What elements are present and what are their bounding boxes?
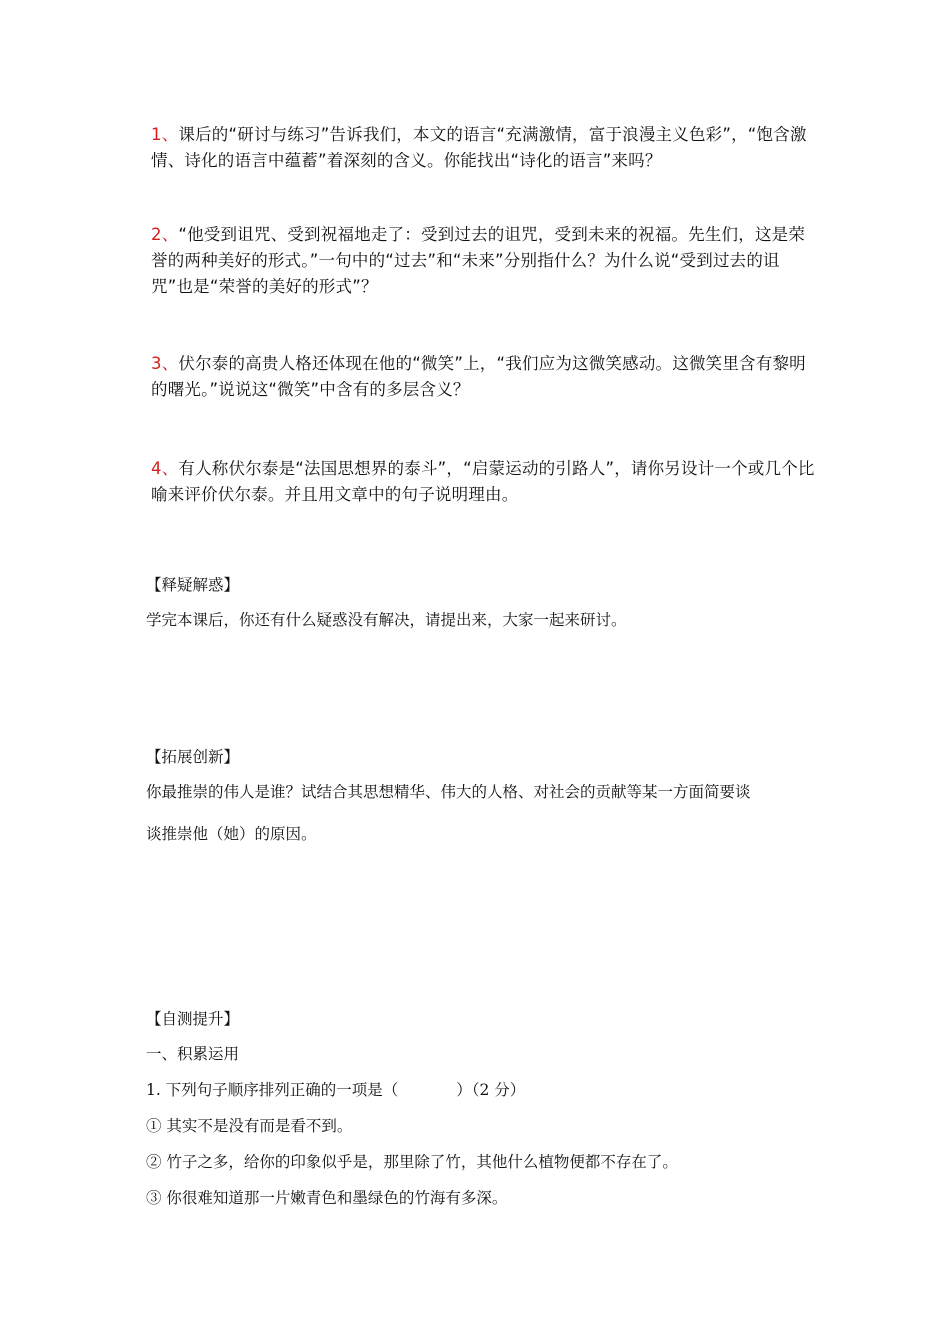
question-text: “他受到诅咒、受到祝福地走了：受到过去的诅咒，受到未来的祝福。先生们，这是荣誉的两种美好的形式。”一句中的“过去”和“未来”分别指什么？为什么说“受到过去的诅咒”也是“荣誉的美好的形式”？	[151, 225, 806, 296]
question-stem: 1. 下列句子顺序排列正确的一项是（	[146, 1081, 399, 1099]
question-text: 伏尔泰的高贵人格还体现在他的“微笑”上，“我们应为这微笑感动。这微笑里含有黎明的曙光。”说说这“微笑”中含有的多层含义？	[151, 354, 806, 399]
question-text: 课后的“研讨与练习”告诉我们，本文的语言“充满激情，富于浪漫主义色彩”，“饱含激情、诗化的语言中蕴蓄”着深刻的含义。你能找出“诗化的语言”来吗？	[151, 125, 807, 170]
zice-part-title: 一、积累运用	[146, 1045, 240, 1063]
tuozhan-line-1: 你最推崇的伟人是谁？试结合其思想精华、伟大的人格、对社会的贡献等某一方面简要谈	[146, 783, 751, 801]
question-number: 1、	[151, 125, 179, 144]
question-3	[151, 351, 816, 403]
zice-item-3: ③ 你很难知道那一片嫩青色和墨绿色的竹海有多深。	[146, 1189, 508, 1207]
question-number: 4、	[151, 459, 179, 478]
shiyi-body: 学完本课后，你还有什么疑惑没有解决，请提出来，大家一起来研讨。	[146, 611, 627, 629]
question-4	[151, 456, 816, 508]
zice-question-1	[146, 1079, 836, 1101]
question-2	[151, 222, 816, 300]
question-number: 3、	[151, 354, 179, 373]
question-1	[151, 122, 816, 174]
question-text: 有人称伏尔泰是“法国思想界的泰斗”，“启蒙运动的引路人”，请你另设计一个或几个比喻来评价伏尔泰。并且用文章中的句子说明理由。	[151, 459, 815, 504]
question-score: ）（2 分）	[456, 1081, 526, 1099]
tuozhan-heading: 【拓展创新】	[146, 748, 240, 766]
zice-item-2: ② 竹子之多，给你的印象似乎是，那里除了竹，其他什么植物便都不存在了。	[146, 1153, 678, 1171]
zice-item-1: ① 其实不是没有而是看不到。	[146, 1117, 353, 1135]
shiyi-heading: 【释疑解惑】	[146, 576, 240, 594]
zice-heading: 【自测提升】	[146, 1010, 240, 1028]
tuozhan-line-2: 谈推崇他（她）的原因。	[146, 825, 317, 843]
question-number: 2、	[151, 225, 179, 244]
